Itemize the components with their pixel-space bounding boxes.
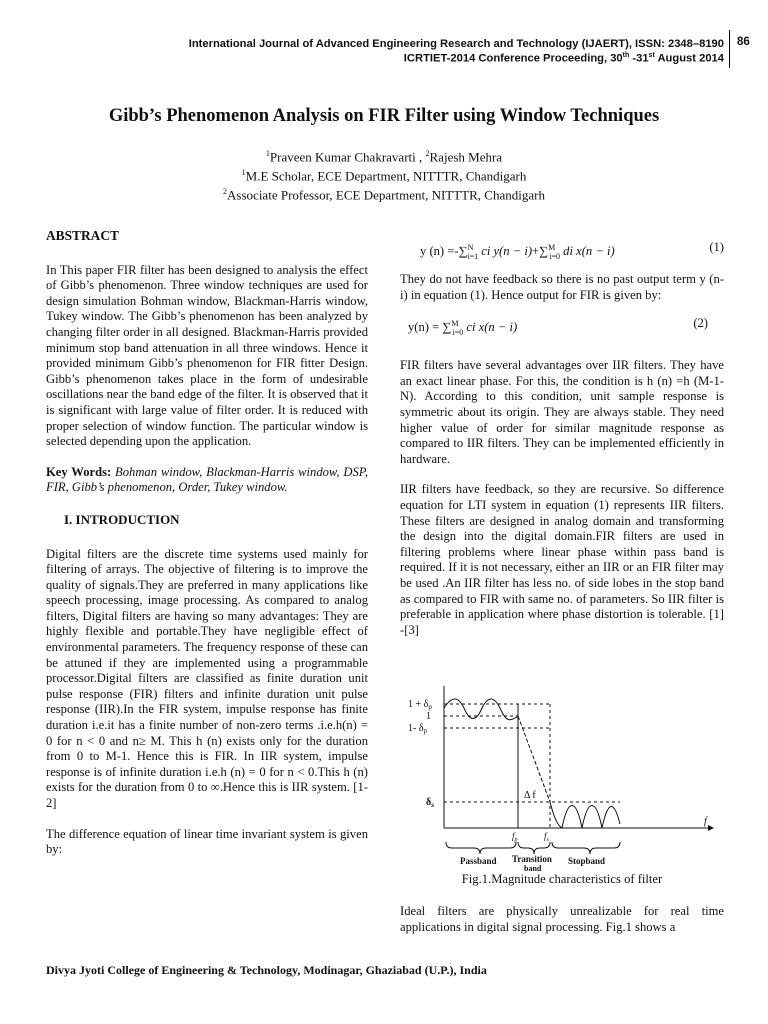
abstract-heading: ABSTRACT: [46, 228, 119, 243]
label-delta-s: $\delta_s$: [426, 797, 434, 809]
author-affiliation-1: $^1$M.E Scholar, ECE Department, NITTTR, Chandigarh: [241, 167, 527, 184]
abstract-body: In This paper FIR filter has been designed to analysis the effect of Gibb’s phenomenon. Three window techniques are used for design simulation Bohman window, Blackman-Harris window, Tukey window. The Gibb’s phenomenon has been analyzed by changing filter order in all designed. Blackman-Harris provided minimum stop band attenuation in all three windows. Hence it provided minimum Gibb’s phenomenon for FIR fitter Design. Gibb’s phenomenon takes place in the form of undesirable oscillations near the band edge of the filter. It is observed that it is significant with large value of filter order. It is reduced with proper selection of window function. The particular window is selected depending upon the application.: [46, 262, 368, 449]
label-transition: Transition: [512, 854, 552, 864]
label-delta-f: Δ f: [524, 790, 536, 801]
stopband-ripple-curve: [550, 802, 620, 828]
introduction-heading: I. INTRODUCTION: [64, 511, 180, 527]
header-divider: [729, 30, 730, 68]
author-block: [0, 146, 768, 202]
right-column: [400, 240, 724, 638]
left-column: [46, 228, 368, 858]
page-footer: Divya Jyoti College of Engineering & Technology, Modinagar, Ghaziabad (U.P.), India: [46, 963, 487, 977]
page-number: 86: [737, 36, 750, 48]
author-names: $^1$Praveen Kumar Chakravarti , $^2$Rajesh Mehra: [265, 149, 503, 165]
equation-2: y(n) = ∑$^M_{i=0}$ ci x(n − i) (2): [408, 316, 708, 337]
author-affiliation-2: $^2$Associate Professor, ECE Department, NITTTR, Chandigarh: [223, 186, 545, 202]
keywords: Key Words: Bohman window, Blackman-Harris window, DSP, FIR, Gibb’s phenomenon, Order, Tukey window.: [46, 464, 368, 495]
stopband-bracket: [552, 842, 620, 854]
magnitude-characteristics-figure: [400, 678, 724, 872]
x-axis-arrow: [708, 825, 714, 831]
paragraph-iir-filters: IIR filters have feedback, so they are recursive. So difference equation for LTI system in equation (1) represents IIR filters. These filters are designed in analog domain and transforming the design into the digital domain.FIR filters are used in filtering problems where linear phase within pass band is required. If it is not necessary, either an IIR or an FIR filter may be used .An IIR filter has less no. of side lobes in the stop band as compared to FIR with same no. of parameters. So IIR filter is preferable in application where phase distortion is tolerable. [1] -[3]: [400, 482, 724, 637]
label-passband: Passband: [460, 856, 497, 866]
figure-caption: Fig.1.Magnitude characteristics of filter: [461, 872, 663, 886]
passband-ripple-curve: [444, 699, 518, 720]
label-fp: $f_p$: [512, 831, 518, 843]
paragraph-fir-advantages: FIR filters have several advantages over IIR filters. They have an exact linear phase. For this, the condition is h (n) =h (M-1-N). According to this condition, unit sample response is symmetric about its origin. They are always stable. They need higher value of order for similar magnitude response as compared to IIR filters. They can be implemented efficiently in hardware.: [400, 358, 724, 466]
label-one-plus-delta: $1 + \delta_p$: [408, 699, 432, 711]
label-fs: $f_s$: [544, 831, 549, 843]
paragraph-ideal-filters: Ideal filters are physically unrealizable for real time applications in digital signal processing. Fig.1 shows a: [400, 904, 724, 934]
label-transition-band: band: [524, 864, 542, 872]
introduction-para-2: The difference equation of linear time invariant system is given by:: [46, 826, 368, 857]
conference-header: ICRTIET-2014 Conference Proceeding, 30th -31st August 2014: [403, 52, 724, 65]
label-one-minus-delta: 1- $\delta_p$: [408, 723, 428, 735]
equation-1: y (n) =-∑$^N_{i=1}$ ci y(n − i)+∑$^M_{i=0}$ di x(n − i) (1): [420, 240, 724, 261]
paragraph-no-feedback: They do not have feedback so there is no past output term y (n-i) in equation (1). Hence output for FIR is given by:: [400, 272, 724, 302]
label-f-axis: f: [704, 816, 707, 827]
introduction-para-1: Digital filters are the discrete time systems used mainly for filtering of arrays. The objective of filtering is to improve the quality of signals.They are preferred in many applications like speech processing, image processing. As compared to analog filters, Digital filters are having so many advantages: They are highly flexible and portable.They have negligible effect of environmental parameters. The frequency response of these can be attuned if they are implemented using a programmable processor.Digital filters are classified as finite duration unit pulse response (FIR) filters and infinite duration unit pulse response (IIR).In the FIR system, impulse response has finite duration i.e.it has a finite number of non-zero terms .i.e.h(n) = 0 for n < 0 and n≥ M. This h (n) exists only for the duration from 0 to M-1. Hence this is FIR. In IIR system, impulse response is of infinite duration i.e.h (n) = 0 for n < 0.This h (n) exists for the duration from 0 to ∞.Hence this is IIR system. [1-2]: [46, 546, 368, 810]
paper-title: Gibb’s Phenomenon Analysis on FIR Filter using Window Techniques: [108, 106, 660, 126]
journal-header: International Journal of Advanced Engineering Research and Technology (IJAERT), ISSN: 2348–8190: [188, 38, 724, 50]
transition-bracket: [518, 842, 550, 854]
label-stopband: Stopband: [568, 856, 606, 866]
label-one: 1: [426, 711, 431, 722]
passband-bracket: [446, 842, 516, 854]
